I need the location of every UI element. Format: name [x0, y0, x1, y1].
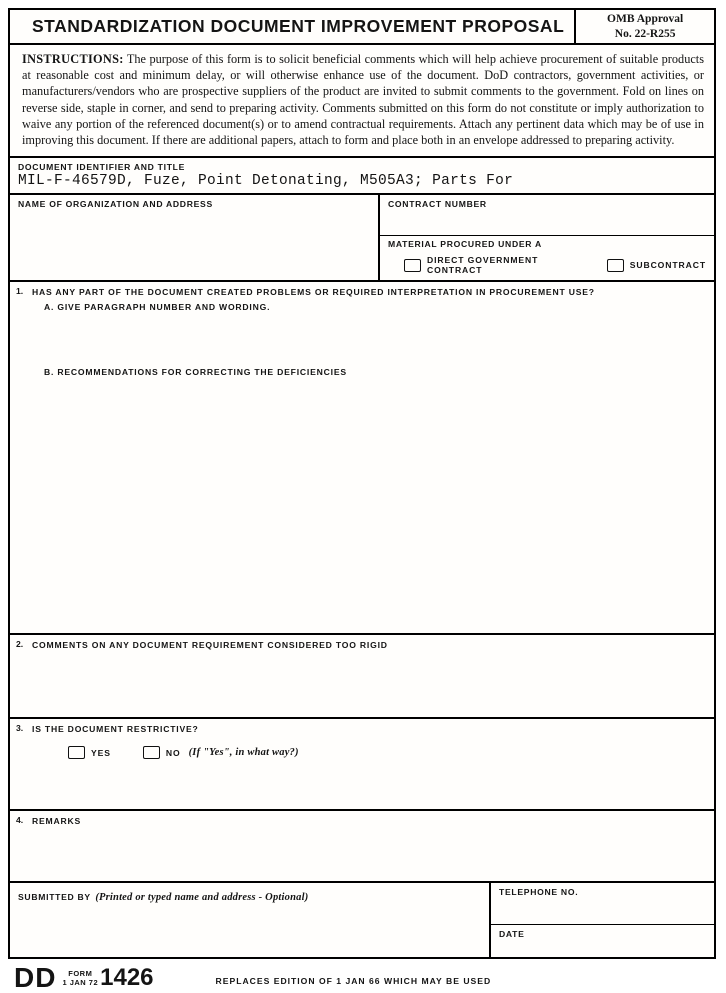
section-1-number: 1. — [16, 286, 24, 297]
direct-government-contract-label: DIRECT GOVERNMENT CONTRACT — [427, 255, 539, 276]
document-identifier-value[interactable]: MIL-F-46579D, Fuze, Point Detonating, M505A3; Parts For — [18, 173, 514, 190]
telephone-label: TELEPHONE NO. — [499, 887, 579, 898]
telephone-date-column — [489, 883, 714, 957]
date-label: DATE — [499, 929, 525, 940]
no-label: NO — [165, 747, 181, 758]
material-procured-options — [388, 255, 706, 275]
instructions-block — [10, 45, 714, 158]
contract-number-label: CONTRACT NUMBER — [388, 199, 487, 210]
section-3-number: 3. — [16, 723, 24, 734]
document-identifier-section — [10, 158, 714, 195]
scanned-form-page — [8, 8, 716, 992]
omb-approval-line2: No. 22-R255 — [614, 27, 676, 40]
omb-approval-box — [574, 10, 714, 43]
no-checkbox[interactable] — [143, 746, 160, 759]
telephone-field[interactable] — [491, 883, 714, 925]
direct-government-contract-checkbox[interactable] — [404, 259, 421, 272]
yes-label: YES — [91, 747, 111, 758]
section-2-number: 2. — [16, 639, 24, 650]
omb-approval-line1: OMB Approval — [607, 13, 684, 26]
form-date: 1 JAN 72 — [62, 977, 99, 987]
form-edition-stack — [62, 970, 98, 987]
form-word: FORM — [68, 969, 93, 979]
organization-contract-row — [10, 195, 714, 282]
dd-logo: DD — [14, 962, 57, 993]
form-header — [10, 10, 714, 45]
submitted-by-label: SUBMITTED BY — [18, 892, 91, 903]
submitted-by-note: (Printed or typed name and address - Optional) — [95, 892, 309, 904]
section-2-label: COMMENTS ON ANY DOCUMENT REQUIREMENT CONSIDERED TOO RIGID — [32, 640, 388, 651]
replaces-note: REPLACES EDITION OF 1 JAN 66 WHICH MAY BE USED — [215, 976, 492, 987]
subcontract-label: SUBCONTRACT — [629, 260, 706, 271]
section-1-item-a-answer-area[interactable] — [16, 312, 706, 364]
submitted-by-field[interactable] — [10, 883, 489, 957]
section-1-item-a-label: A. GIVE PARAGRAPH NUMBER AND WORDING. — [44, 302, 271, 313]
instructions-body: The purpose of this form is to solicit beneficial comments which will help achieve procurement of suitable products at reasonable cost and minimum delay, or will otherwise enhance use of the document. DoD contractors, government activities, or manufacturers/vendors who are prospective suppliers of the product are invited to submit comments to the government. Fold on lines on reverse side, staple in corner, and send to preparing activity. Comments submitted on this form do not constitute or imply authorization to waive any portion of the referenced document(s) or to amend contractual requirements. Attach any pertinent data which may be of use in improving this document. If there are additional papers, attach to form and place both in an envelope addressed to preparing activity. — [22, 52, 704, 148]
section-3-options — [68, 746, 706, 759]
subcontract-checkbox[interactable] — [607, 259, 624, 272]
section-3 — [10, 719, 714, 811]
document-identifier-label: DOCUMENT IDENTIFIER AND TITLE — [18, 162, 186, 173]
section-1-question: HAS ANY PART OF THE DOCUMENT CREATED PROBLEMS OR REQUIRED INTERPRETATION IN PROCUREMENT USE? — [32, 287, 595, 298]
instructions-lead: INSTRUCTIONS: — [22, 52, 124, 66]
form-footer — [8, 964, 716, 992]
section-2-answer-area[interactable] — [16, 652, 706, 702]
contract-material-column — [378, 195, 714, 280]
submitted-by-row — [10, 883, 714, 957]
organization-field[interactable] — [10, 195, 378, 280]
section-2 — [10, 635, 714, 719]
section-4-label: REMARKS — [32, 816, 82, 827]
section-3-note: (If "Yes", in what way?) — [188, 747, 299, 759]
contract-number-field[interactable] — [380, 195, 714, 236]
section-1-item-b-answer-area[interactable] — [16, 377, 706, 577]
section-1 — [10, 282, 714, 635]
form-title: STANDARDIZATION DOCUMENT IMPROVEMENT PROPOSAL — [32, 16, 565, 36]
section-3-label: IS THE DOCUMENT RESTRICTIVE? — [32, 724, 199, 735]
material-procured-label: MATERIAL PROCURED UNDER A — [388, 239, 542, 250]
form-number: 1426 — [100, 964, 154, 992]
dd-form-1426 — [8, 8, 716, 959]
date-field[interactable] — [491, 925, 714, 957]
section-1-item-b-label: B. RECOMMENDATIONS FOR CORRECTING THE DEFICIENCIES — [44, 367, 347, 378]
section-4-answer-area[interactable] — [16, 828, 706, 866]
section-4 — [10, 811, 714, 883]
section-4-number: 4. — [16, 815, 24, 826]
material-procured-field — [380, 236, 714, 280]
yes-checkbox[interactable] — [68, 746, 85, 759]
organization-label: NAME OF ORGANIZATION AND ADDRESS — [18, 199, 213, 210]
